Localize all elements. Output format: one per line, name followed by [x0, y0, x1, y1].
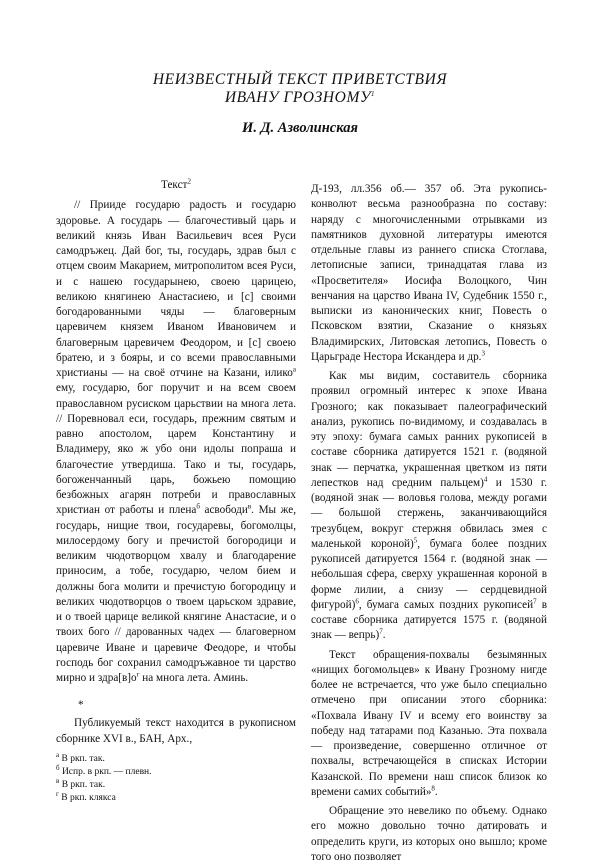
- section-separator: *: [78, 699, 84, 712]
- article-author: И. Д. Азволинская: [242, 120, 358, 136]
- greeting-text: // Прииде государю радость и государю здоровье. А государь — благочестивый царь и великий князь Иван Васильевич всея Руси самодръжец. Дай бог, ты, государь, здрав был с отцем своим Макарием, митрополитом всея Руси, и с нашею государынею, своею царицею, великою княгинею Анастасиею, и [с] своими богодарованными чяды — благоверным царевичем князем Иваном Ивановичем и благоверным царевичем Феодором, и [с] своею братею, и з бояры, и со всеми православными христианы — на своё отчине на Казани, илико$^а$ ему, государю, бог поручит и на всем своем православном русиском царьствии на многа лета. // Поревновал еси, государь, прежним святым и равно апостолом, царем Константину и Владимеру, яко ж убо они идолы попраша и благочестие утвердиша. Тако и ты, государь, богоженчанный царь, божьею помощию безбожных агарян потреби и православных христиан от работы и плена$^б$ асвободи$^в$. Мы же, государь, нищие твои, государевы, богомолцы, милосердому богу и пречистой богородици и великим чюдотворцом хвалу и благодарение приносим, а тобе, государю, челом бием и должны богa молити и пречистую богородицу и великих чюдотворцов о твоем царьском здравие, и о твоей царице великой княгине Анастасие, и о твоих бого // дарованных чадех — благоверном царевиче Иване и царевиче Феодоре, и чтобы господь бог сохранил самодръжавное ти царство мирно и $здра[в]о^г$ на многа лета. Аминь.: [56, 199, 296, 684]
- section-heading: Текст$^2$: [161, 177, 191, 191]
- left-column: [56, 178, 296, 805]
- article-title-line1: НЕИЗВЕСТНЫЙ ТЕКСТ ПРИВЕТСТВИЯ: [152, 71, 448, 88]
- footnote: $^г$ В ркп. клякса: [56, 789, 116, 803]
- article-title-line2: ИВАНУ ГРОЗНОМУ$^1$: [224, 89, 376, 106]
- section-footnote-ref: 2: [187, 177, 191, 186]
- dating-paragraph: Обращение это невелико по объему. Однако его можно довольно точно датировать и определить круги, из которых оно вышло; кроме того оно позволяет: [311, 805, 547, 863]
- footnotes: [56, 750, 296, 805]
- manuscript-paragraph: Публикуемый текст находится в рукописном сборнике XVI в., БАН, Арх.,: [56, 717, 296, 745]
- footnote: $^б$ Испр. в ркп. — плевн.: [56, 763, 152, 777]
- right-column: [311, 182, 547, 865]
- paleography-paragraph: Как мы видим, составитель сборника проявил огромный интерес к эпохе Ивана Грозного; как показывает палеографический анализ, рукопись по-видимому, и создавалась в эту эпоху: бумага самых ранних рукописей в составе сборника датируется 1521 г. (водяной знак — перчатка, украшенная цветком из пяти лепестков над средним пальцем)$^4$ и 1530 г. (водяной знак — воловья голова, между рогами — большой стержень, заканчивающийся трезубцем, вокруг стержня обвилась змея с маленькой короной)$^5$, бумага более поздних рукописей датируется 1564 г. (водяной знак — небольшая сфера, сверху украшенная короной в форме лилии, а снизу — сердцевидной фигурой)$^6$, бумага самых поздних рукописей$^7$ в составе сборника датируется 1575 г. (водяной знак — вепрь)$^7$.: [311, 370, 547, 642]
- praise-text-paragraph: Текст обращения-похвалы безымянных «нищих богомольцев» к Ивану Грозному нигде более не встречается, что уже было специально отмечено при описании этого сборника: «Похвала Ивану IV и всему его воинству за победу над татарами под Казанью. Эта похвала — произведение, совершенно отличное от похвалы, встречающейся в списках Истории Казанской. По времени наш список близок ко времени самих событий»$^8$.: [311, 648, 547, 798]
- footnote: $^а$ В ркп. так.: [56, 750, 105, 764]
- manuscript-description: Д-193, лл.356 об.— 357 об. Эта рукопись-конволют весьма разнообразна по составу: наряду с многочисленными отрывками из памятников духовной литературы имеются отдельные главы из раннего списка Стоглава, летописные записи, тринадцатая глава из «Просветителя» Иосифа Волоцкого, Чин венчания на царство Ивана IV, Судебник 1550 г., выписки из канонических книг, Повесть о Псковском взятии, Сказание о князьях Владимирских, Литовская летопись, Повесть о Царьграде Нестора Искандера и др.$^3$: [311, 183, 547, 363]
- footnote: $^в$ В ркп. так.: [56, 776, 106, 790]
- title-footnote-ref: 1: [371, 89, 376, 98]
